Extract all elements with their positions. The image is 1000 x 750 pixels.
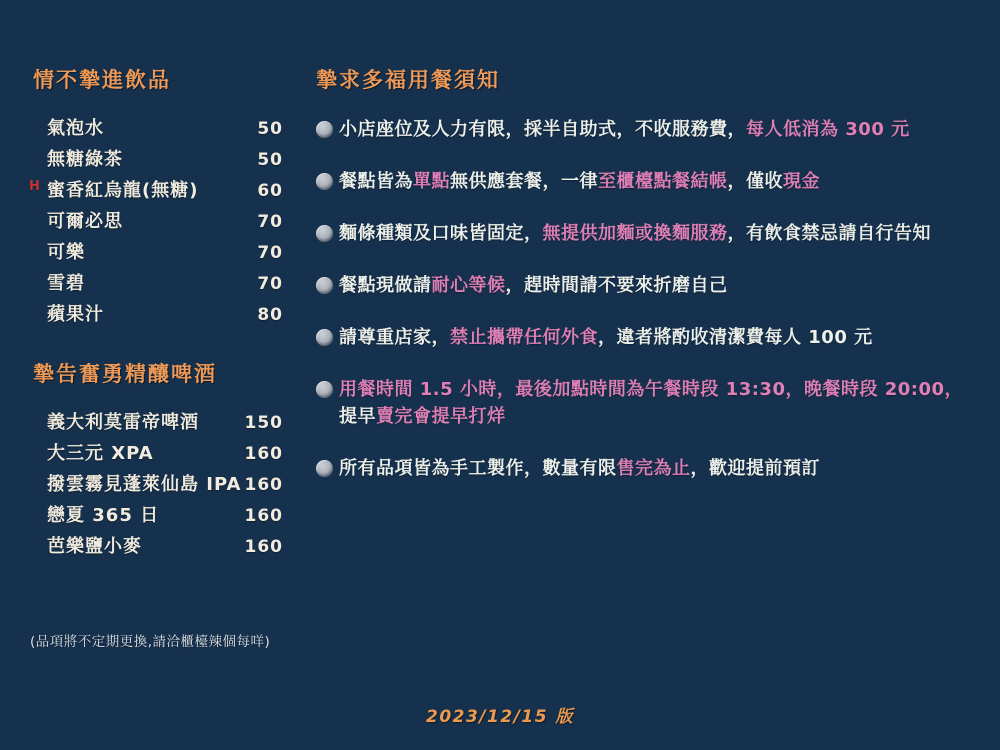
- note-segment-highlight: 禁止攜帶任何外食: [450, 327, 598, 348]
- bowl-bullet-icon: [316, 121, 333, 138]
- item-name: 芭樂鹽小麥: [47, 536, 142, 557]
- item-name: 雪碧: [47, 273, 85, 294]
- bowl-bullet-icon: [316, 277, 333, 294]
- bowl-bullet-icon: [316, 173, 333, 190]
- note-segment-highlight: 現金: [783, 171, 820, 192]
- item-name: 可樂: [47, 242, 85, 263]
- item-price: 150: [244, 413, 283, 433]
- item-price: 160: [244, 537, 283, 557]
- item-price: 160: [244, 506, 283, 526]
- item-name: 可爾必思: [47, 211, 123, 232]
- drinks-section: [29, 64, 283, 331]
- menu-item-row: [33, 207, 283, 238]
- menu-item-row: [33, 532, 283, 563]
- note-segment: 麵條種類及口味皆固定，: [339, 223, 543, 244]
- note-segment-highlight: 每人低消為 300 元: [746, 119, 910, 140]
- note-text: [339, 376, 976, 430]
- beer-list: [33, 408, 283, 563]
- note-segment-highlight: 至櫃檯點餐結帳: [598, 171, 728, 192]
- note-segment-highlight: 單點: [413, 171, 450, 192]
- drinks-list: [29, 114, 283, 331]
- rotation-footnote: (品項將不定期更換,請洽櫃檯辣個每咩): [30, 634, 271, 650]
- item-name: 蜜香紅烏龍(無糖): [47, 180, 199, 201]
- note-item: [316, 376, 976, 430]
- note-text: [339, 455, 976, 482]
- item-price: 80: [257, 305, 283, 325]
- note-item: [316, 168, 976, 195]
- bowl-bullet-icon: [316, 225, 333, 242]
- note-text: [339, 272, 976, 299]
- bowl-bullet-icon: [316, 329, 333, 346]
- note-item: [316, 272, 976, 299]
- menu-item-row: [33, 145, 283, 176]
- item-name: 義大利莫雷帝啤酒: [47, 412, 199, 433]
- beer-section-title: 摯告奮勇精釀啤酒: [33, 362, 217, 386]
- notes-list: [316, 116, 976, 482]
- note-segment: ，違者將酌收清潔費每人 100 元: [598, 327, 873, 348]
- item-name: 大三元 XPA: [47, 443, 154, 464]
- note-segment: 所有品項皆為手工製作，數量有限: [339, 458, 617, 479]
- menu-item-row: [29, 176, 283, 207]
- note-segment: 無供應套餐，一律: [450, 171, 598, 192]
- menu-item-row: [33, 408, 283, 439]
- hot-tag: H: [29, 179, 40, 194]
- note-segment: 提早: [339, 406, 376, 427]
- note-text: [339, 168, 976, 195]
- note-segment: ，歡迎提前預訂: [690, 458, 820, 479]
- beer-section: [33, 358, 283, 563]
- note-item: [316, 116, 976, 143]
- item-name: 無糖綠茶: [47, 149, 123, 170]
- bowl-bullet-icon: [316, 460, 333, 477]
- note-item: [316, 455, 976, 482]
- note-segment-highlight: 售完為止: [616, 458, 691, 479]
- note-item: [316, 324, 976, 351]
- bowl-bullet-icon: [316, 381, 333, 398]
- item-price: 70: [257, 212, 283, 232]
- note-segment: ，僅收: [727, 171, 783, 192]
- note-segment-highlight: 無提供加麵或換麵服務: [542, 223, 728, 244]
- item-price: 50: [257, 150, 283, 170]
- item-price: 60: [257, 181, 283, 201]
- item-name: 蘋果汁: [47, 304, 104, 325]
- item-price: 70: [257, 274, 283, 294]
- note-segment: ，趕時間請不要來折磨自己: [505, 275, 728, 296]
- menu-item-row: [33, 114, 283, 145]
- note-segment-highlight: 耐心等候: [431, 275, 506, 296]
- menu-version-date: 2023/12/15 版: [426, 707, 574, 727]
- item-price: 160: [244, 444, 283, 464]
- item-price: 50: [257, 119, 283, 139]
- note-segment: ，有飲食禁忌請自行告知: [727, 223, 931, 244]
- menu-item-row: [33, 238, 283, 269]
- notes-section-title: 摯求多福用餐須知: [316, 68, 500, 92]
- item-price: 70: [257, 243, 283, 263]
- note-text: [339, 220, 976, 247]
- item-name: 氣泡水: [47, 118, 104, 139]
- note-segment-highlight: 用餐時間 1.5 小時，最後加點時間為午餐時段 13:30，晚餐時段 20:00，: [339, 379, 964, 400]
- item-name: 撥雲霧見蓬萊仙島 IPA: [47, 474, 242, 495]
- note-text: [339, 324, 976, 351]
- item-name: 戀夏 365 日: [47, 505, 160, 526]
- menu-item-row: [33, 439, 283, 470]
- note-segment: 餐點皆為: [339, 171, 413, 192]
- note-segment-highlight: 賣完會提早打烊: [376, 406, 506, 427]
- note-segment: 餐點現做請: [339, 275, 432, 296]
- note-segment: 請尊重店家，: [339, 327, 450, 348]
- note-item: [316, 220, 976, 247]
- item-price: 160: [244, 475, 283, 495]
- note-text: [339, 116, 976, 143]
- note-segment: 小店座位及人力有限，採半自助式，不收服務費，: [339, 119, 746, 140]
- menu-item-row: [33, 269, 283, 300]
- menu-item-row: [33, 470, 283, 501]
- menu-item-row: [33, 300, 283, 331]
- drinks-section-title: 情不摯進飲品: [33, 68, 171, 92]
- menu-item-row: [33, 501, 283, 532]
- notes-section: [316, 64, 976, 507]
